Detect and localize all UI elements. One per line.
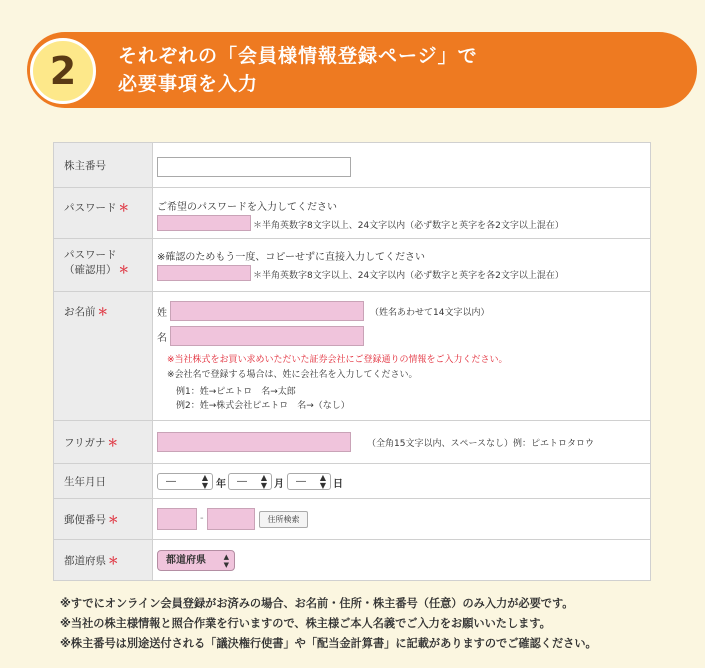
required-mark: ＊: [118, 202, 129, 214]
day-unit: 日: [333, 479, 343, 490]
password-confirm-input[interactable]: [157, 265, 251, 281]
address-search-label: 住所検索: [267, 515, 300, 524]
row-name: [54, 292, 651, 421]
postal-label-cell: [54, 499, 153, 540]
footnotes: [60, 594, 597, 654]
required-mark: ＊: [97, 306, 108, 318]
required-mark: ＊: [108, 555, 119, 567]
step-title-line1: それぞれの「会員様情報登録ページ」で: [118, 45, 478, 67]
password-field-cell: [153, 188, 651, 239]
password-confirm-field-cell: [153, 239, 651, 292]
name-label-cell: [54, 292, 153, 421]
birthdate-label: 生年月日: [64, 476, 106, 488]
birth-month-select[interactable]: [228, 473, 272, 490]
birth-year-value: ―: [166, 476, 176, 487]
name-label: お名前: [64, 306, 96, 318]
password-confirm-label-line2: （確認用）: [64, 264, 117, 276]
name-length-note: （姓名あわせて14文字以内）: [370, 308, 490, 318]
row-shareholder-no: [54, 143, 651, 188]
furigana-label: フリガナ: [64, 437, 106, 449]
postal-field-cell: [153, 499, 651, 540]
step-number-badge: [30, 38, 96, 104]
sei-input[interactable]: [170, 301, 364, 321]
required-mark: ＊: [107, 437, 118, 449]
furigana-note: （全角15文字以内、スペースなし）例：ピエトロタロウ: [367, 439, 595, 449]
password-label: パスワード: [64, 202, 117, 214]
birthdate-field-cell: [153, 464, 651, 499]
birth-day-select[interactable]: [287, 473, 331, 490]
sei-label: 姓: [157, 308, 167, 319]
password-instruction: ご希望のパスワードを入力してください: [157, 202, 337, 213]
birth-day-value: ―: [296, 476, 306, 487]
password-confirm-label-cell: [54, 239, 153, 292]
furigana-field-cell: [153, 421, 651, 464]
address-search-button[interactable]: [259, 511, 308, 528]
row-password: [54, 188, 651, 239]
password-confirm-hint: ＊半角英数字8文字以上、24文字以内（必ず数字と英字を各2文字以上混在）: [253, 271, 564, 281]
required-mark: ＊: [118, 264, 129, 276]
row-postal: [54, 499, 651, 540]
shareholder-no-label: 株主番号: [64, 160, 106, 172]
password-confirm-instruction: ※確認のためもう一度、コピーせずに直接入力してください: [157, 252, 425, 263]
updown-arrows-icon: ▲ ▼: [201, 473, 208, 490]
row-furigana: [54, 421, 651, 464]
prefecture-selected: 都道府県: [166, 555, 206, 566]
year-unit: 年: [216, 479, 226, 490]
mei-label: 名: [157, 333, 167, 344]
shareholder-no-label-cell: [54, 143, 153, 188]
furigana-input[interactable]: [157, 432, 351, 452]
step-title-line2: 必要事項を入力: [118, 73, 259, 95]
footnote-3: ※株主番号は別途送付される「議決権行使書」や「配当金計算書」に記載がありますのでご確認ください。: [60, 637, 597, 650]
updown-arrows-icon: ▲ ▼: [319, 473, 326, 490]
password-confirm-label-line1: パスワード: [64, 249, 117, 261]
row-prefecture: [54, 540, 651, 581]
required-mark: ＊: [108, 514, 119, 526]
postal-label: 郵便番号: [64, 514, 106, 526]
postal-dash: -: [200, 513, 204, 524]
password-label-cell: [54, 188, 153, 239]
shareholder-no-input[interactable]: [157, 157, 351, 177]
step-title: [118, 42, 478, 98]
registration-form: [53, 142, 651, 581]
name-field-cell: [153, 292, 651, 421]
birthdate-label-cell: [54, 464, 153, 499]
footnote-1: ※すでにオンライン会員登録がお済みの場合、お名前・住所・株主番号（任意）のみ入力が必要です。: [60, 597, 574, 610]
postal-code-2-input[interactable]: [207, 508, 255, 530]
name-example-1: 例1：姓→ピエトロ 名→太郎: [176, 387, 296, 397]
row-password-confirm: [54, 239, 651, 292]
updown-arrows-icon: ▲ ▼: [260, 473, 267, 490]
furigana-label-cell: [54, 421, 153, 464]
name-warning: ※当社株式をお買い求めいただいた証券会社にご登録通りの情報をご入力ください。: [167, 355, 508, 365]
birth-year-select[interactable]: [157, 473, 213, 490]
month-unit: 月: [274, 479, 284, 490]
password-input[interactable]: [157, 215, 251, 231]
shareholder-no-field-cell: [153, 143, 651, 188]
name-example-2: 例2：姓→株式会社ピエトロ 名→（なし）: [176, 401, 350, 411]
updown-arrows-icon: ▲ ▼: [223, 553, 229, 569]
prefecture-label: 都道府県: [64, 555, 106, 567]
company-name-note: ※会社名で登録する場合は、姓に会社名を入力してください。: [167, 370, 418, 380]
row-birthdate: [54, 464, 651, 499]
password-hint: ＊半角英数字8文字以上、24文字以内（必ず数字と英字を各2文字以上混在）: [253, 221, 564, 231]
postal-code-1-input[interactable]: [157, 508, 197, 530]
footnote-2: ※当社の株主様情報と照合作業を行いますので、株主様ご本人名義でご入力をお願いいたします。: [60, 617, 551, 630]
birth-month-value: ―: [237, 476, 247, 487]
step-number: 2: [49, 49, 77, 93]
prefecture-field-cell: [153, 540, 651, 581]
mei-input[interactable]: [170, 326, 364, 346]
prefecture-select[interactable]: [157, 550, 235, 571]
prefecture-label-cell: [54, 540, 153, 581]
